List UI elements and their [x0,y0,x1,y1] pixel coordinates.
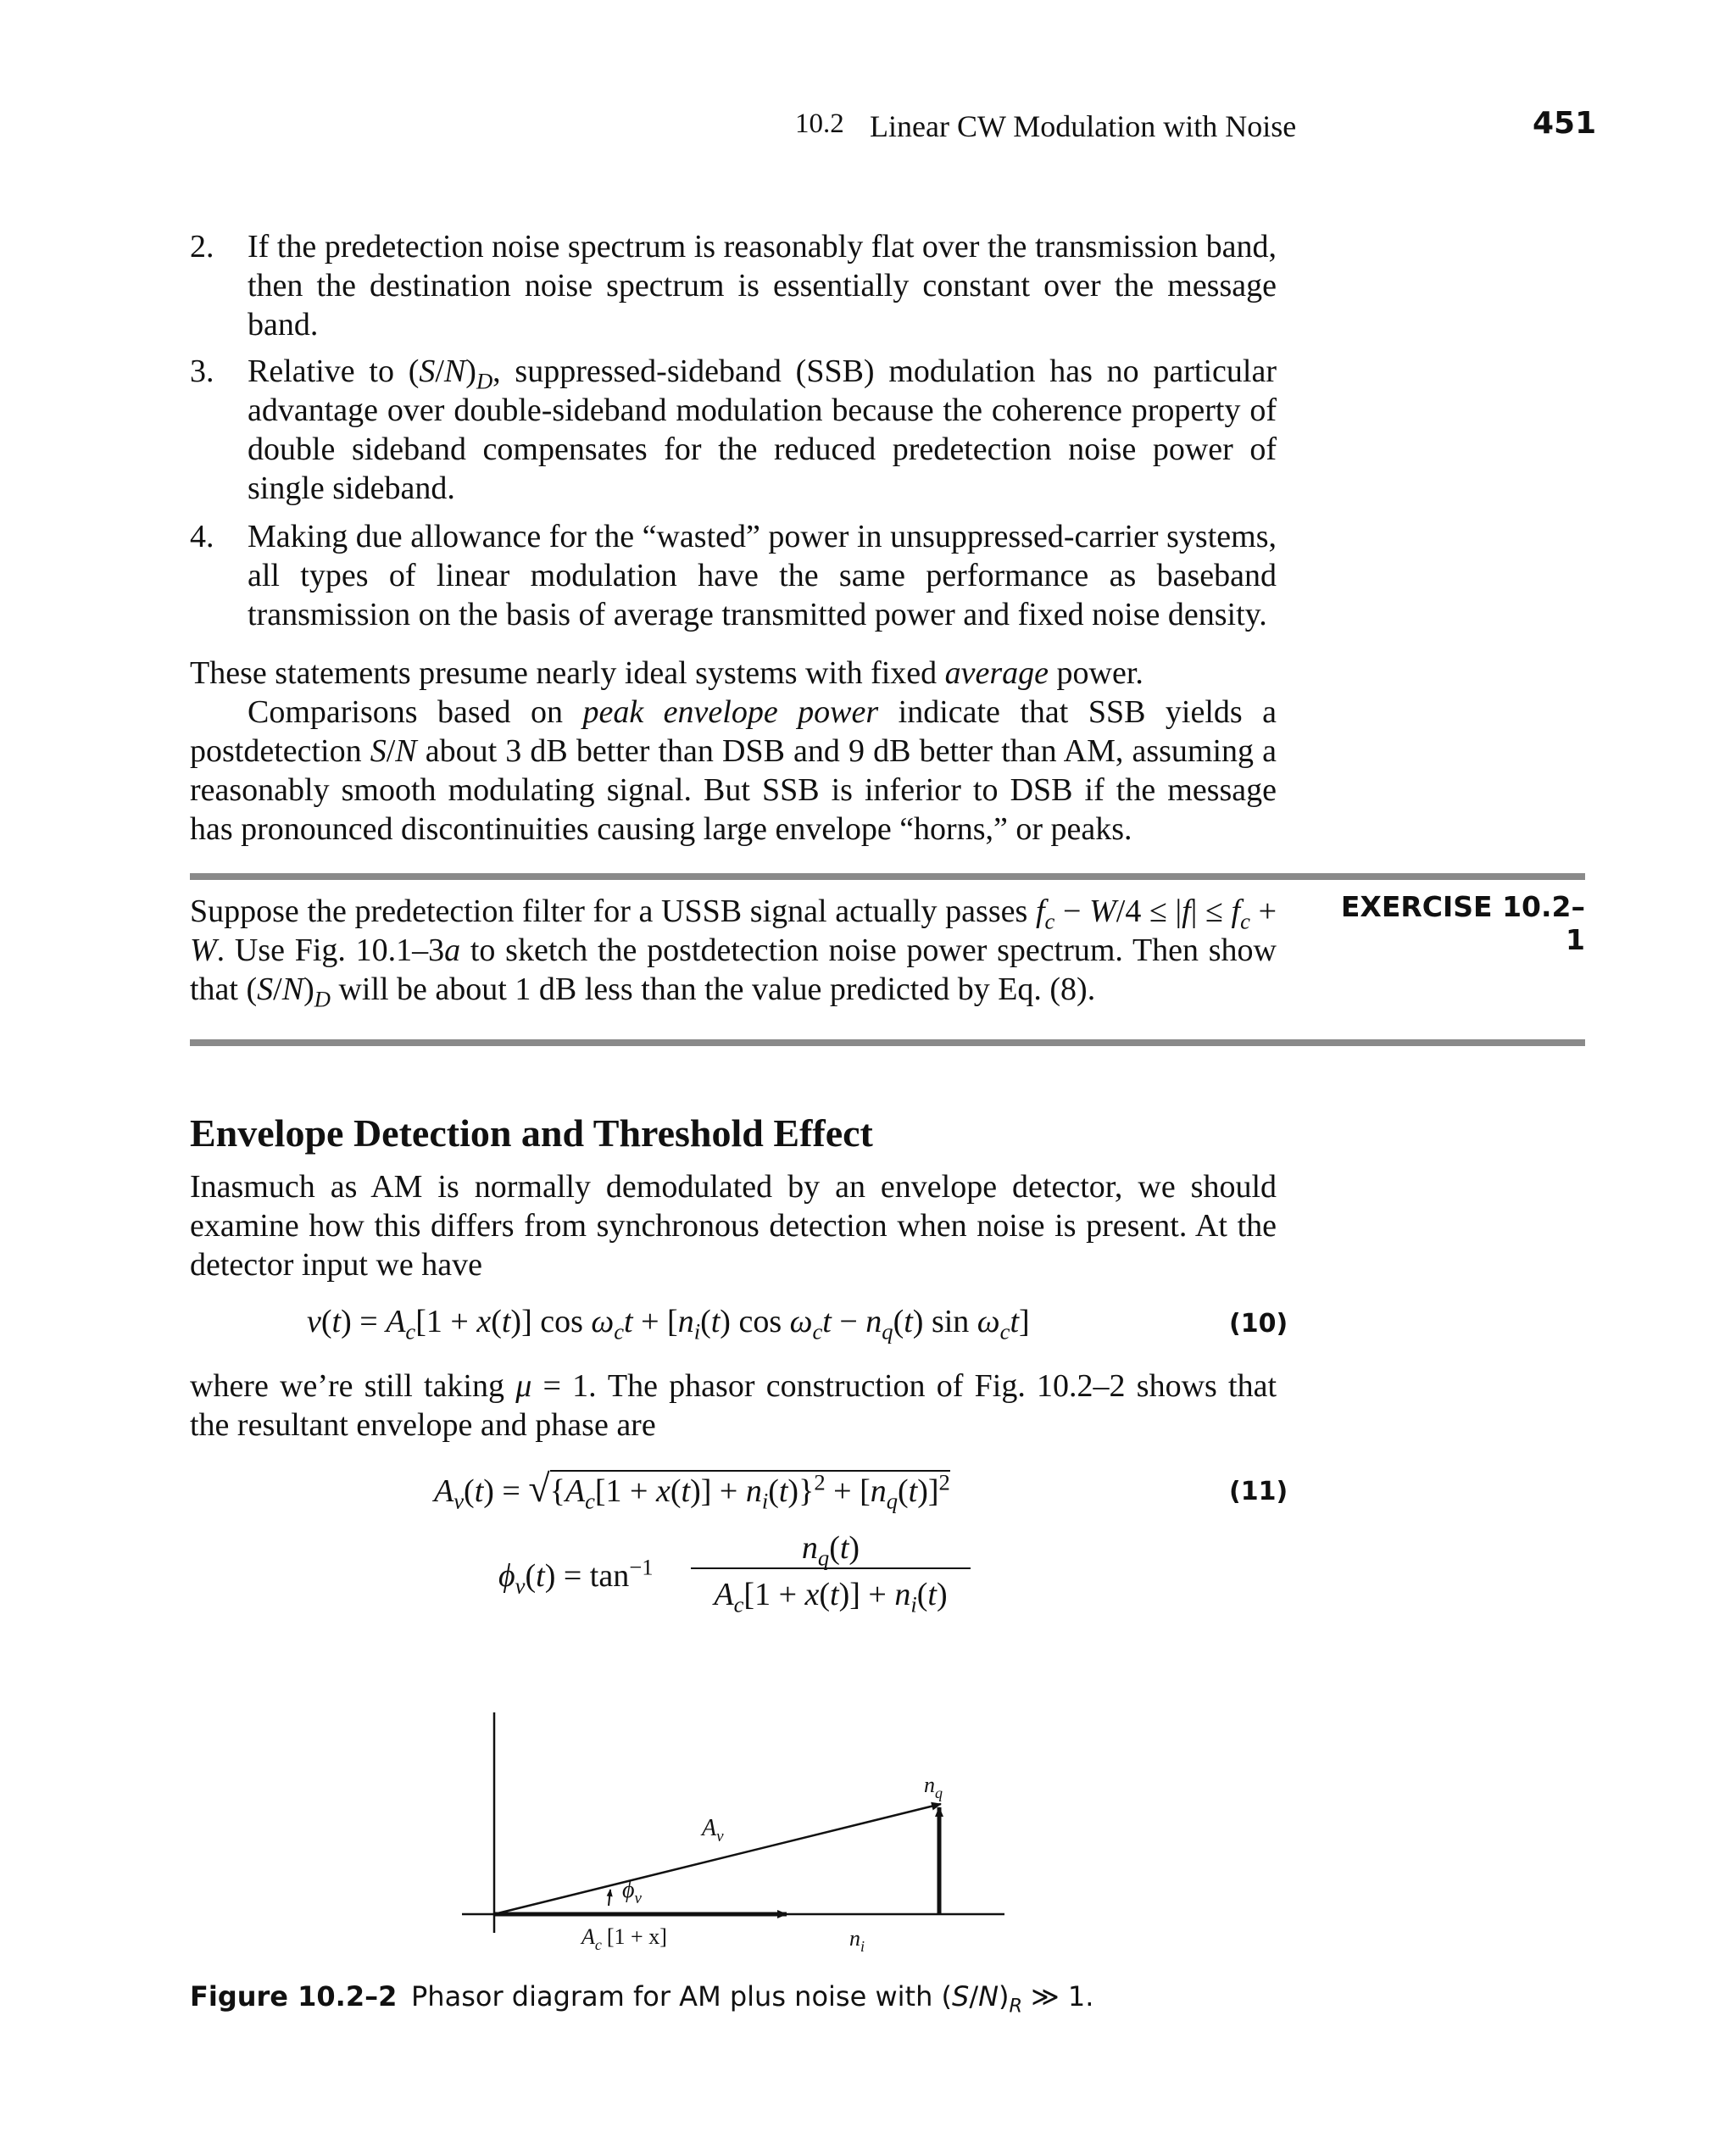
list-item-number: 4. [190,519,214,554]
phasor-diagram [458,1704,1017,1967]
equation-number-11: (11) [1229,1477,1288,1506]
running-header-title: Linear CW Modulation with Noise [870,109,1297,143]
section-heading: Envelope Detection and Threshold Effect [190,1111,873,1155]
exercise-top-rule [190,873,1585,880]
equation-11-numerator: $n_q(t)$ [691,1528,971,1569]
list-item-text: Making due allowance for the “wasted” power in unsuppressed-carrier systems, all types of linear modulation have the same performance as baseband transmission on the basis of average transmitted power and fixed noise density. [248,519,1277,632]
section-number: 10.2 [795,109,844,139]
resultant-phasor [494,1804,941,1914]
equation-10: $v(t) = A_c[1 + x(t)]$ $\cos \omega_ct + [n_i(t)$ $\cos \omega_ct - n_q(t)$ $\sin \omega_ct$] [307,1304,1030,1345]
exercise-text: Suppose the predetection filter for a USSB signal actually passes $f_c - W/4 \le |f| \le f_c + W$. Use Fig. 10.1–3a to sketch the postdetection noise power spectrum. Then show that $(S/N)_D$ will be about 1 dB less than the value predicted by Eq. (8). [190,894,1277,1012]
paragraph-mu: where we’re still taking μ = 1. The phasor construction of Fig. 10.2–2 shows that the resultant envelope and phase are [190,1368,1277,1443]
label-ni: $n_i$ [849,1926,865,1955]
figure-caption: Phasor diagram for AM plus noise with $(S/N)_R$ ≫ 1. [411,1980,1094,2018]
equation-number-10: (10) [1229,1309,1288,1339]
list-item-text: Relative to $(S/N)_D$, suppressed-sideband (SSB) modulation has no particular advantage over double-sideband modulation because the coherence property of double sideband compensates for the reduced predetection noise power of single sideband. [248,354,1277,506]
label-carrier: $A_c$ [1 + x] [581,1924,667,1953]
label-Av: $A_v$ [702,1815,724,1846]
paragraph-statements: These statements presume nearly ideal systems with fixed average power. [190,655,1143,691]
paragraph-envelope: Inasmuch as AM is normally demodulated by an envelope detector, we should examine how this differs from synchronous detection when noise is present. At the detector input we have [190,1169,1277,1283]
label-nq: $n_q$ [924,1773,943,1801]
equation-11-envelope: $A_v(t) = √\{A_c[1 + x(t)] + n_i(t)\}^2 + [n_q(t)]^2$ [434,1467,950,1514]
equation-11-denominator: $A_c[1 + x(t)] + n_i(t)$ [714,1577,948,1617]
sqrt-sign: √ [528,1467,550,1510]
exercise-bottom-rule [190,1039,1585,1046]
exercise-label: EXERCISE 10.2–1 [1340,890,1585,956]
figure-label: Figure 10.2–2 [190,1980,398,2013]
page-number: 451 [1533,106,1597,141]
radicand: $\{A_c[1 + x(t)] + n_i(t)\}^2 + [n_q(t)]^2$ [549,1469,950,1514]
paragraph-comparisons: Comparisons based on peak envelope power indicate that SSB yields a postdetection S/N about 3 dB better than DSB and 9 dB better than AM, assuming a reasonably smooth modulating signal. But SSB is inferior to DSB if the message has pronounced discontinuities causing large envelope “horns,” or peaks. [190,694,1277,847]
label-phi-v: $\phi_v$ [622,1877,642,1907]
list-item-text: If the predetection noise spectrum is reasonably flat over the transmission band, then the destination noise spectrum is essentially constant over the message band. [248,229,1277,342]
list-item-number: 2. [190,229,214,264]
phase-angle-arrow [609,1890,610,1906]
list-item-number: 3. [190,354,214,389]
equation-11-phase-lhs: $\phi_v(t) = \tan^{-1}$ [498,1554,654,1599]
